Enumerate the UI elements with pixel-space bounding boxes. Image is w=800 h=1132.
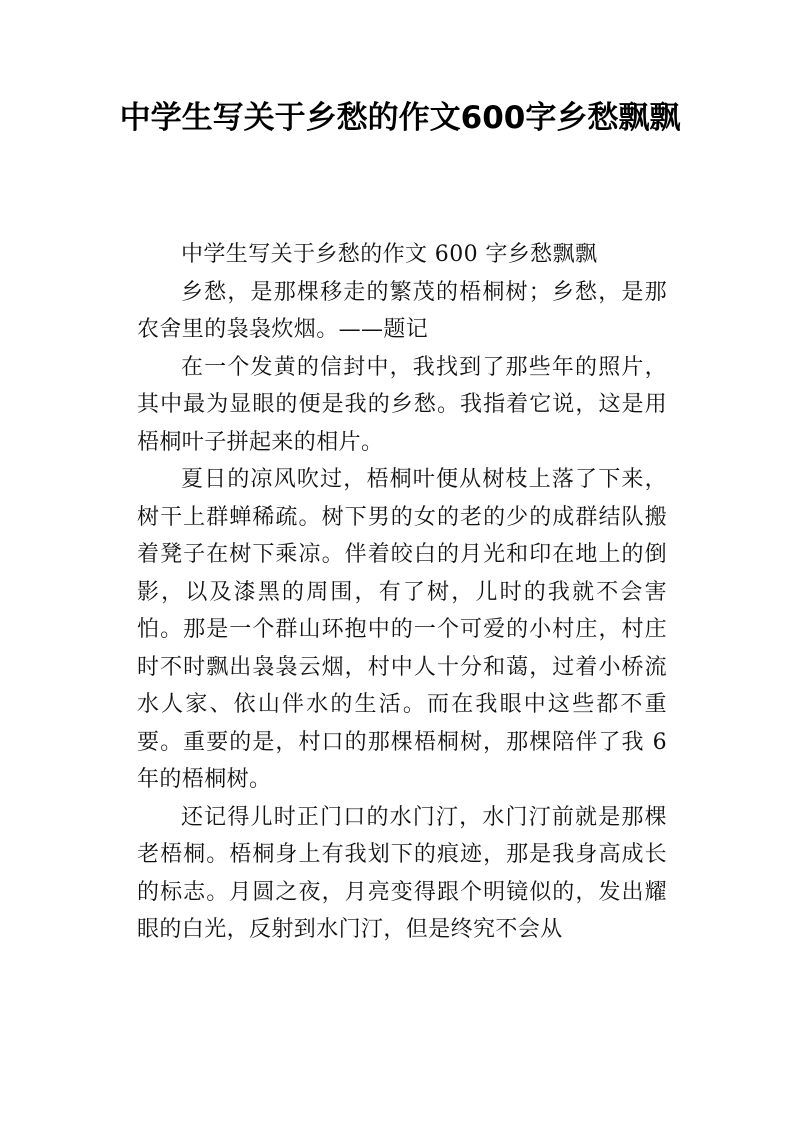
body-paragraph: 还记得儿时正门口的水门汀，水门汀前就是那棵老梧桐。梧桐身上有我划下的痕迹，那是我身高成长的标志。月圆之夜，月亮变得跟个明镜似的，发出耀眼的白光，反射到水门汀，但是终究不会从 [137, 804, 667, 942]
body-paragraph: 在一个发黄的信封中，我找到了那些年的照片，其中最为显眼的便是我的乡愁。我指着它说，这是用梧桐叶子拼起来的相片。 [137, 354, 667, 455]
body-paragraph: 夏日的凉风吹过，梧桐叶便从树枝上落了下来，树干上群蝉稀疏。树下男的女的老的少的成群结队搬着凳子在树下乘凉。伴着皎白的月光和印在地上的倒影，以及漆黑的周围，有了树，儿时的我就不会害怕。那是一个群山环抱中的一个可爱的小村庄，村庄时不时飘出袅袅云烟，村中人十分和蔼，过着小桥流水人家、依山伴水的生活。而在我眼中这些都不重要。重要的是，村口的那棵梧桐树，那棵陪伴了我 6 年的梧桐树。 [137, 467, 667, 792]
body-paragraph: 乡愁，是那棵移走的繁茂的梧桐树；乡愁，是那农舍里的袅袅炊烟。——题记 [137, 279, 667, 342]
body-paragraph: 中学生写关于乡愁的作文 600 字乡愁飘飘 [181, 242, 598, 267]
document-body [137, 236, 667, 949]
document-title: 中学生写关于乡愁的作文600字乡愁飘飘 [119, 100, 681, 136]
